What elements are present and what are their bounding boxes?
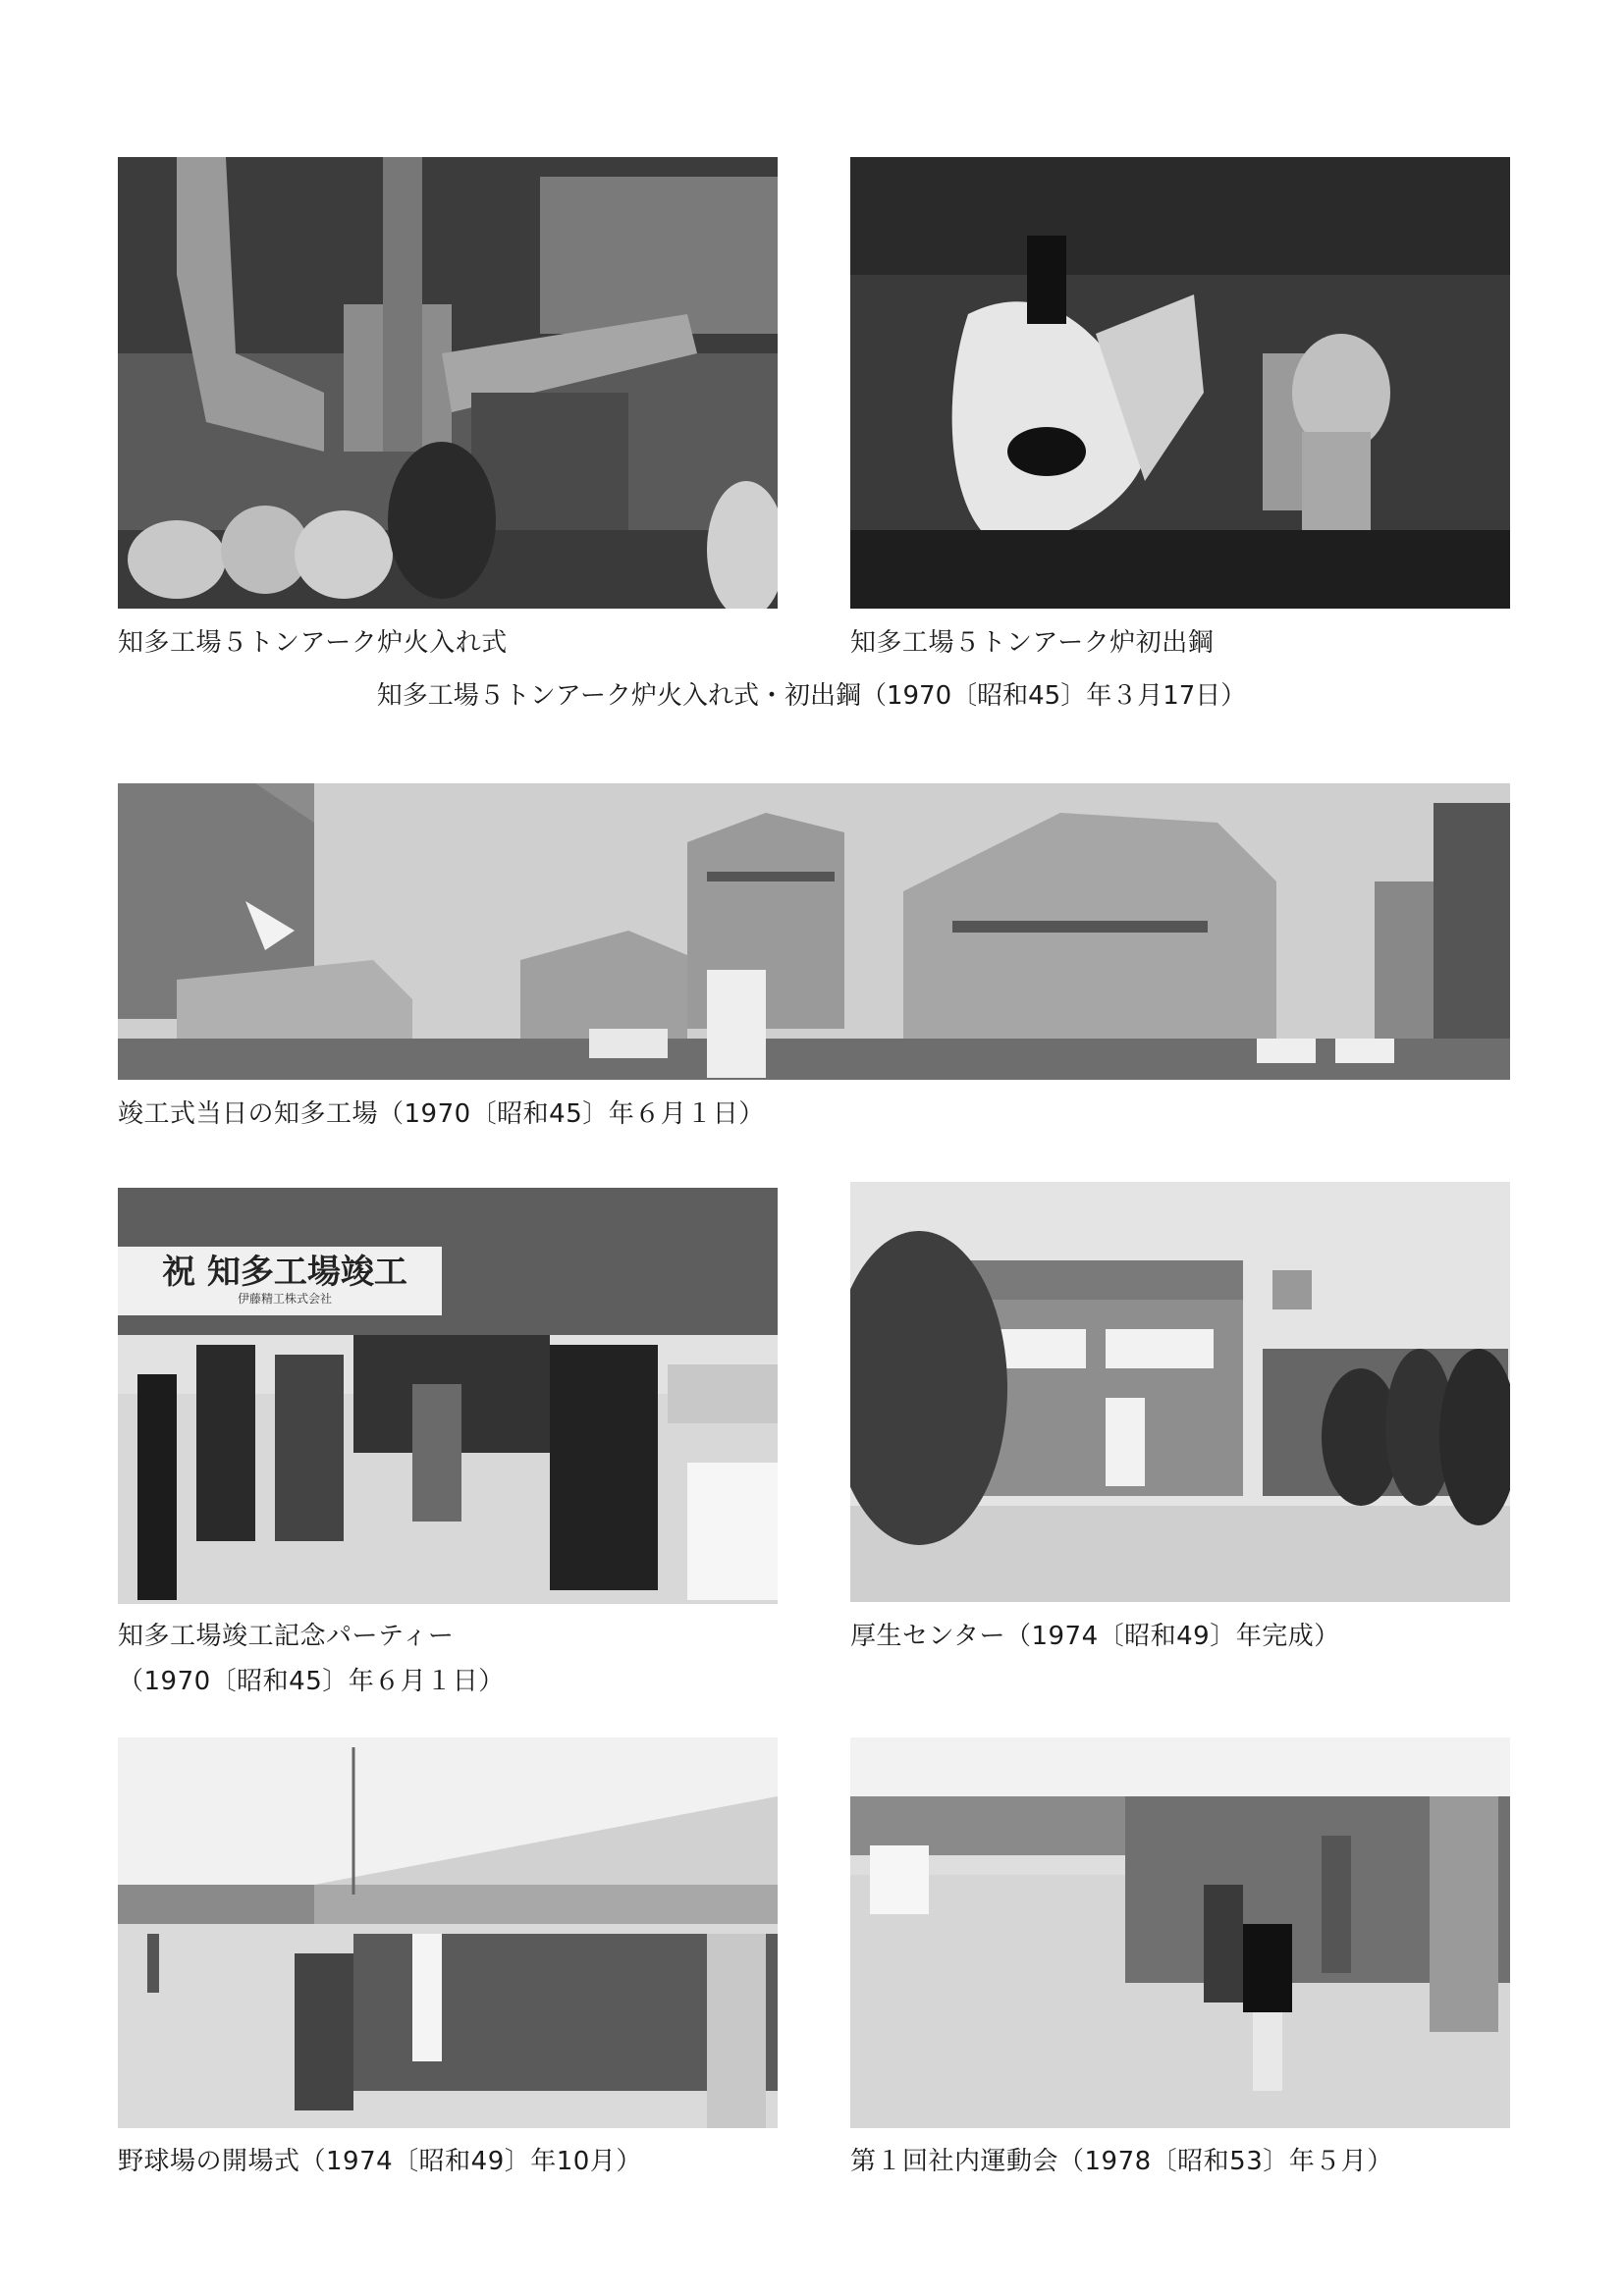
photo-chita-plant-completion-day — [118, 783, 1510, 1080]
photo-sports-day — [850, 1737, 1510, 2128]
party-banner-subtext: 伊藤精工株式会社 — [237, 1292, 332, 1306]
caption-group-1970-march: 知多工場５トンアーク炉火入れ式・初出鋼（1970〔昭和45〕年３月17日） — [376, 681, 1247, 711]
photo-arc-furnace-ceremony — [118, 157, 778, 609]
caption-completion-day: 竣工式当日の知多工場（1970〔昭和45〕年６月１日） — [118, 1099, 765, 1129]
photo-first-steel-tapping — [850, 157, 1510, 609]
caption-party-line1: 知多工場竣工記念パーティー — [118, 1622, 455, 1651]
photo-completion-party — [118, 1188, 778, 1604]
photo-welfare-center — [850, 1182, 1510, 1602]
party-banner-text: 祝 知多工場竣工 — [162, 1252, 407, 1292]
caption-furnace-ignition: 知多工場５トンアーク炉火入れ式 — [118, 628, 508, 658]
caption-first-tapping: 知多工場５トンアーク炉初出鋼 — [850, 628, 1215, 658]
caption-welfare-center: 厚生センター（1974〔昭和49〕年完成） — [850, 1622, 1340, 1651]
photo-baseball-field-opening — [118, 1737, 778, 2128]
caption-baseball-opening: 野球場の開場式（1974〔昭和49〕年10月） — [118, 2147, 642, 2176]
caption-sports-day: 第１回社内運動会（1978〔昭和53〕年５月） — [850, 2147, 1393, 2176]
caption-party-line2: （1970〔昭和45〕年６月１日） — [118, 1667, 505, 1696]
